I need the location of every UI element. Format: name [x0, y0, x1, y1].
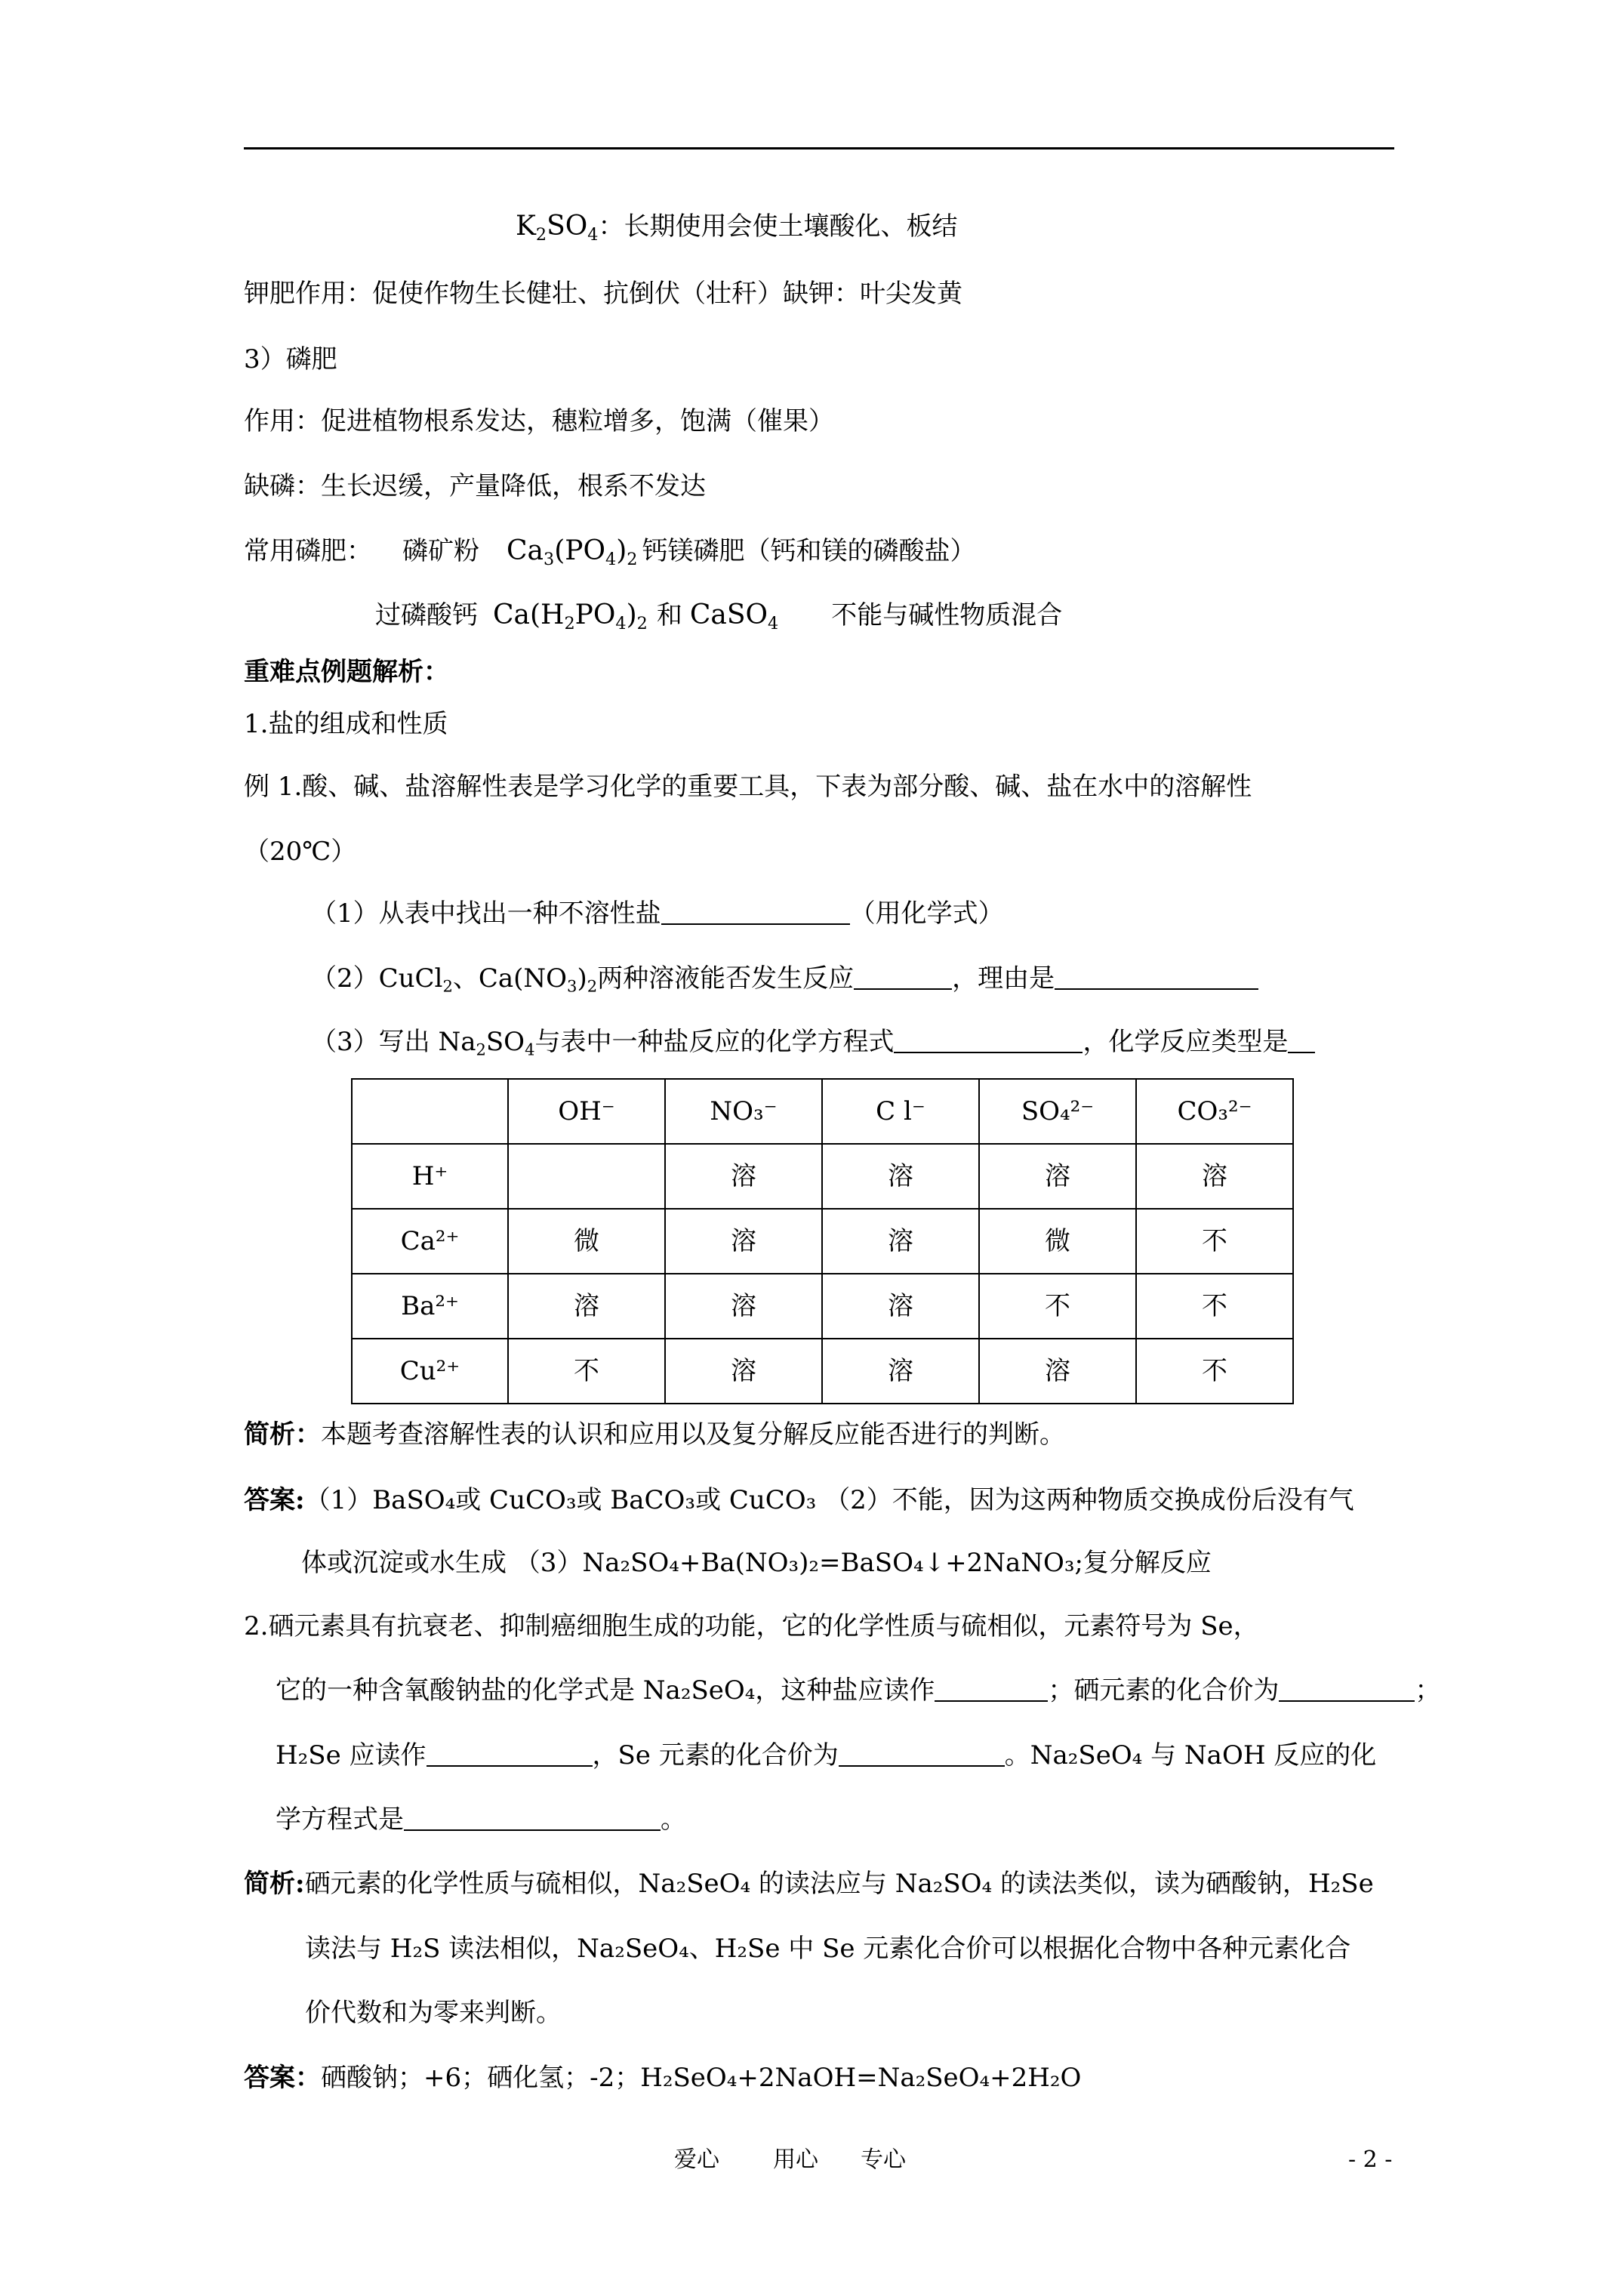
topic-1: 1.盐的组成和性质	[244, 709, 448, 739]
page-number: - 2 -	[1348, 2147, 1393, 2173]
answer-blank[interactable]	[661, 901, 850, 925]
common-phosphate-line	[244, 535, 976, 570]
answer-blank[interactable]	[427, 1743, 593, 1767]
table-cell: 不	[979, 1274, 1136, 1339]
table-header-cell: C l⁻	[822, 1079, 979, 1144]
footer-motto-3: 专心	[861, 2147, 906, 2173]
answer-blank[interactable]	[1279, 1678, 1415, 1702]
answer-blank[interactable]	[894, 1029, 1083, 1053]
example-2-line-4: 学方程式是 。	[276, 1804, 686, 1835]
table-cell: 不	[1136, 1209, 1293, 1274]
table-cell: 溶	[822, 1209, 979, 1274]
table-cell: Ca²⁺	[352, 1209, 508, 1274]
answer-blank[interactable]	[854, 966, 952, 990]
table-header-cell: OH⁻	[508, 1079, 665, 1144]
table-cell: 微	[979, 1209, 1136, 1274]
table-cell: 溶	[979, 1144, 1136, 1209]
example-2-analysis-cont-2: 价代数和为零来判断。	[305, 1998, 562, 2028]
answer-blank[interactable]	[935, 1678, 1048, 1702]
superphosphate-label: 过磷酸钙	[375, 600, 478, 630]
table-cell: 溶	[822, 1144, 979, 1209]
example-1-intro: 例 1.酸、碱、盐溶解性表是学习化学的重要工具，下表为部分酸、碱、盐在水中的溶解性	[244, 772, 1252, 802]
answer-blank[interactable]	[839, 1743, 1005, 1767]
page-title	[516, 213, 958, 243]
table-cell: 溶	[822, 1339, 979, 1404]
superphosphate-note: 不能与碱性物质混合	[831, 600, 1063, 630]
table-row	[352, 1274, 1293, 1339]
table-cell: H⁺	[352, 1144, 508, 1209]
table-cell: 微	[508, 1209, 665, 1274]
answer-blank[interactable]	[1288, 1029, 1315, 1053]
table-cell: 溶	[665, 1339, 822, 1404]
example-1-answer-cont: 体或沉淀或水生成 （3）Na₂SO₄+Ba(NO₃)₂=BaSO₄↓+2NaNO₃;复分解反应	[301, 1548, 1212, 1578]
superphosphate-line	[375, 599, 1063, 634]
header-rule	[244, 147, 1394, 149]
footer-motto-1: 爱心	[674, 2147, 719, 2173]
table-row	[352, 1144, 1293, 1209]
example-2-line-2: 它的一种含氧酸钠盐的化学式是 Na₂SeO₄，这种盐应读作 ；硒元素的化合价为 ；	[276, 1675, 1441, 1706]
table-header-cell: CO₃²⁻	[1136, 1079, 1293, 1144]
title-formula: $K_2SO_4$	[516, 211, 599, 245]
title-text: ：长期使用会使土壤酸化、板结	[598, 211, 958, 242]
example-2-analysis: 简析:硒元素的化学性质与硫相似，Na₂SeO₄ 的读法应与 Na₂SO₄ 的读法类似，读为硒酸钠，H₂Se	[244, 1869, 1374, 1899]
example-1-analysis: 简析：本题考查溶解性表的认识和应用以及复分解反应能否进行的判断。	[244, 1419, 1065, 1450]
ca3po42-formula: $Ca_3(PO_4)_2$	[507, 535, 638, 570]
common-item-1-after: 钙镁磷肥（钙和镁的磷酸盐）	[642, 536, 976, 566]
table-cell: Ba²⁺	[352, 1274, 508, 1339]
table-cell: 溶	[665, 1144, 822, 1209]
table-header-cell: NO₃⁻	[665, 1079, 822, 1144]
example-1-q2: （2）CuCl$_2$、$Ca(NO_3)_2$两种溶液能否发生反应 ，理由是	[311, 966, 1258, 994]
phosphate-effect-line: 作用：促进植物根系发达，穗粒增多，饱满（催果）	[244, 406, 834, 436]
table-cell	[508, 1144, 665, 1209]
table-cell: 溶	[508, 1274, 665, 1339]
table-cell: 溶	[822, 1274, 979, 1339]
table-cell: 不	[1136, 1274, 1293, 1339]
example-1-q3: （3）写出 $Na_2SO_4$与表中一种盐反应的化学方程式 ，化学反应类型是	[311, 1029, 1315, 1058]
table-row	[352, 1339, 1293, 1404]
common-label: 常用磷肥：	[244, 536, 372, 566]
table-cell: 溶	[979, 1339, 1136, 1404]
superphosphate-and: 和	[656, 600, 682, 630]
table-header-cell	[352, 1079, 508, 1144]
table-header-row	[352, 1079, 1293, 1144]
table-header-cell: SO₄²⁻	[979, 1079, 1136, 1144]
phosphate-deficiency-line: 缺磷：生长迟缓，产量降低，根系不发达	[244, 471, 706, 501]
example-2-line-1: 2.硒元素具有抗衰老、抑制癌细胞生成的功能，它的化学性质与硫相似，元素符号为 Se，	[244, 1611, 1259, 1641]
table-row	[352, 1209, 1293, 1274]
footer-motto-2: 用心	[773, 2147, 818, 2173]
answer-blank[interactable]	[1055, 966, 1258, 990]
table-cell: 溶	[665, 1209, 822, 1274]
example-2-line-3: H₂Se 应读作 ，Se 元素的化合价为 。Na₂SeO₄ 与 NaOH 反应的化	[276, 1740, 1377, 1771]
potash-effect-line: 钾肥作用：促使作物生长健壮、抗倒伏（壮秆）缺钾：叶尖发黄	[244, 279, 962, 309]
table-cell: 不	[508, 1339, 665, 1404]
table-cell: Cu²⁺	[352, 1339, 508, 1404]
example-1-answer: 答案:（1）BaSO₄或 CuCO₃或 BaCO₃或 CuCO₃ （2）不能，因为这两种物质交换成份后没有气	[244, 1485, 1354, 1515]
phosphate-heading: 3）磷肥	[244, 344, 337, 374]
caso4-formula: CaSO$_4$	[689, 599, 779, 634]
answer-blank[interactable]	[404, 1807, 661, 1831]
common-item-1: 磷矿粉	[402, 536, 479, 566]
solubility-table	[351, 1078, 1294, 1404]
example-2-answer: 答案：硒酸钠；+6；硒化氢；-2；H₂SeO₄+2NaOH=Na₂SeO₄+2H₂O	[244, 2063, 1082, 2093]
table-cell: 溶	[665, 1274, 822, 1339]
cah2po42-formula: $Ca(H_2PO_4)_2$	[493, 599, 648, 634]
example-1-q1: （1）从表中找出一种不溶性盐 （用化学式）	[311, 898, 1004, 929]
table-cell: 溶	[1136, 1144, 1293, 1209]
example-1-temp: （20℃）	[244, 837, 357, 867]
table-cell: 不	[1136, 1339, 1293, 1404]
section-title: 重难点例题解析：	[244, 657, 449, 687]
example-2-analysis-cont-1: 读法与 H₂S 读法相似，Na₂SeO₄、H₂Se 中 Se 元素化合价可以根据化合物中各种元素化合	[305, 1934, 1351, 1964]
